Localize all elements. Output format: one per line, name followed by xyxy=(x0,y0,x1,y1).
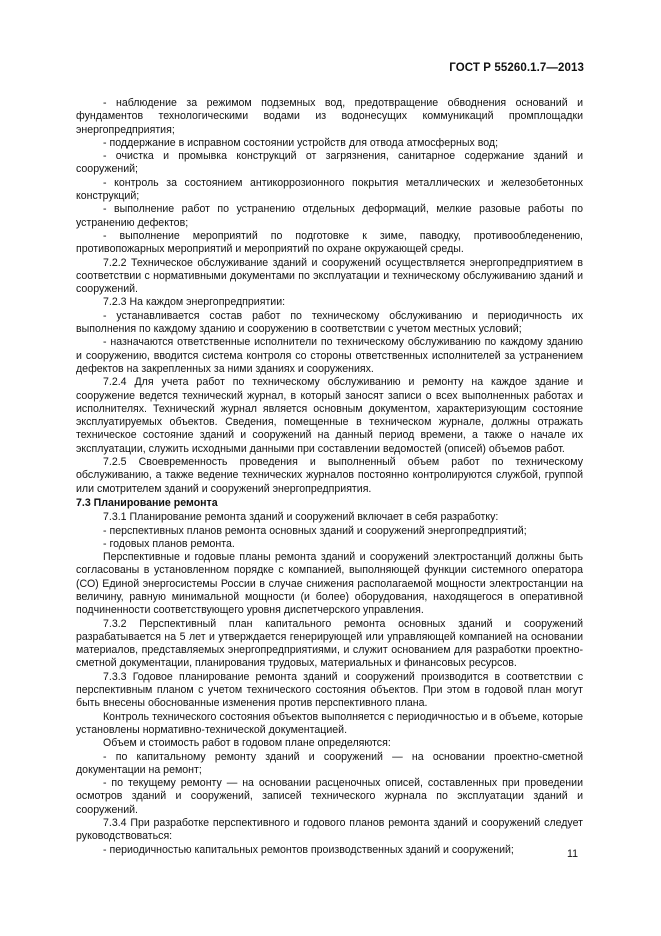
paragraph: 7.3.4 При разработке перспективного и годового планов ремонта зданий и сооружений следует руководствоваться: xyxy=(76,817,583,843)
paragraph: 7.3.2 Перспективный план капитального ремонта основных зданий и сооружений разрабатывается на 5 лет и утверждается генерирующей или управляющей компанией на основании материалов, представляемых энергопредприятиями, и служит основанием для разработки проектно-сметной документации, планирования трудовых, материальных и финансовых ресурсов. xyxy=(76,617,583,670)
paragraph: 7.3.3 Годовое планирование ремонта зданий и сооружений производится в соответствии с перспективным планом с учетом технического состояния объектов. При этом в годовой план могут быть внесены обоснованные изменения против перспективного плана. xyxy=(76,670,583,710)
paragraph: Контроль технического состояния объектов выполняется с периодичностью и в объеме, которые установлены нормативно-технической документацией. xyxy=(76,710,583,736)
document-body xyxy=(76,97,583,857)
paragraph: - выполнение работ по устранению отдельных деформаций, мелкие разовые работы по устранению дефектов; xyxy=(76,203,583,229)
paragraph: - периодичностью капитальных ремонтов производственных зданий и сооружений; xyxy=(103,843,514,856)
document-code: ГОСТ Р 55260.1.7—2013 xyxy=(449,62,584,74)
paragraph: - по текущему ремонту — на основании расценочных описей, составленных при проведении осмотров зданий и сооружений, записей технического журнала по эксплуатации зданий и сооружений. xyxy=(76,777,583,816)
paragraph: Объем и стоимость работ в годовом плане определяются: xyxy=(103,737,391,750)
paragraph: 7.2.2 Техническое обслуживание зданий и сооружений осуществляется энергопредприятием в соответствии с нормативными документами по эксплуатации и техническому обслуживанию зданий и сооружений. xyxy=(76,256,583,296)
paragraph: - годовых планов ремонта. xyxy=(103,537,235,550)
paragraph: 7.2.3 На каждом энергопредприятии: xyxy=(103,296,286,309)
paragraph: - по капитальному ремонту зданий и сооружений — на основании проектно-сметной документации на ремонт; xyxy=(76,750,583,776)
paragraph: - назначаются ответственные исполнители по техническому обслуживанию по каждому зданию и сооружению, вводится система контроля со стороны ответственных исполнителей за устранением дефектов на закрепленных за ними зданиях и сооружениях. xyxy=(76,336,583,375)
paragraph: Перспективные и годовые планы ремонта зданий и сооружений электростанций должны быть согласованы в установленном порядке с компанией, выполняющей функции системного оператора (СО) Единой энергосистемы России в случае снижения располагаемой мощности электростанции на величину, равную минимальной мощности (и более) оборудования, находящегося в оперативной подчиненности соответствующего уровня диспетчерского управления. xyxy=(76,551,583,617)
paragraph: 7.2.5 Своевременность проведения и выполненный объем работ по техническому обслуживанию, а также ведение технических журналов постоянно контролируются службой, группой или смотрителем зданий и сооружений энергопредприятия. xyxy=(76,456,583,495)
paragraph: - наблюдение за режимом подземных вод, предотвращение обводнения оснований и фундаментов технологическими водами из водонесущих коммуникаций промплощадки энергопредприятия; xyxy=(76,97,583,136)
paragraph: - очистка и промывка конструкций от загрязнения, санитарное содержание зданий и сооружений; xyxy=(76,150,583,176)
section-heading: 7.3 Планирование ремонта xyxy=(76,496,218,509)
page-number: 11 xyxy=(567,848,578,860)
paragraph: - выполнение мероприятий по подготовке к зиме, паводку, противообледенению, противопожарных мероприятий и мероприятий по охране окружающей среды. xyxy=(76,229,583,256)
paragraph: 7.3.1 Планирование ремонта зданий и сооружений включает в себя разработку: xyxy=(103,511,499,524)
paragraph: - перспективных планов ремонта основных зданий и сооружений энергопредприятий; xyxy=(103,524,527,537)
paragraph: 7.2.4 Для учета работ по техническому обслуживанию и ремонту на каждое здание и сооружение ведется технический журнал, в который заносят записи о всех выполненных работах и исполнителях. Технический журнал является основным документом, характеризующим состояние эксплуатируемых объектов. Сведения, помещенные в техническом журнале, должны отражать техническое состояние зданий и сооружений на данный период времени, а также о начале их эксплуатации, служить исходными данными при составлении ведомостей (описей) объемов работ. xyxy=(76,376,583,455)
paragraph: - устанавливается состав работ по техническому обслуживанию и периодичность их выполнения по каждому зданию и сооружению в соответствии с учетом местных условий; xyxy=(76,309,583,336)
paragraph: - контроль за состоянием антикоррозионного покрытия металлических и железобетонных конструкций; xyxy=(76,176,583,203)
paragraph: - поддержание в исправном состоянии устройств для отвода атмосферных вод; xyxy=(103,136,499,149)
